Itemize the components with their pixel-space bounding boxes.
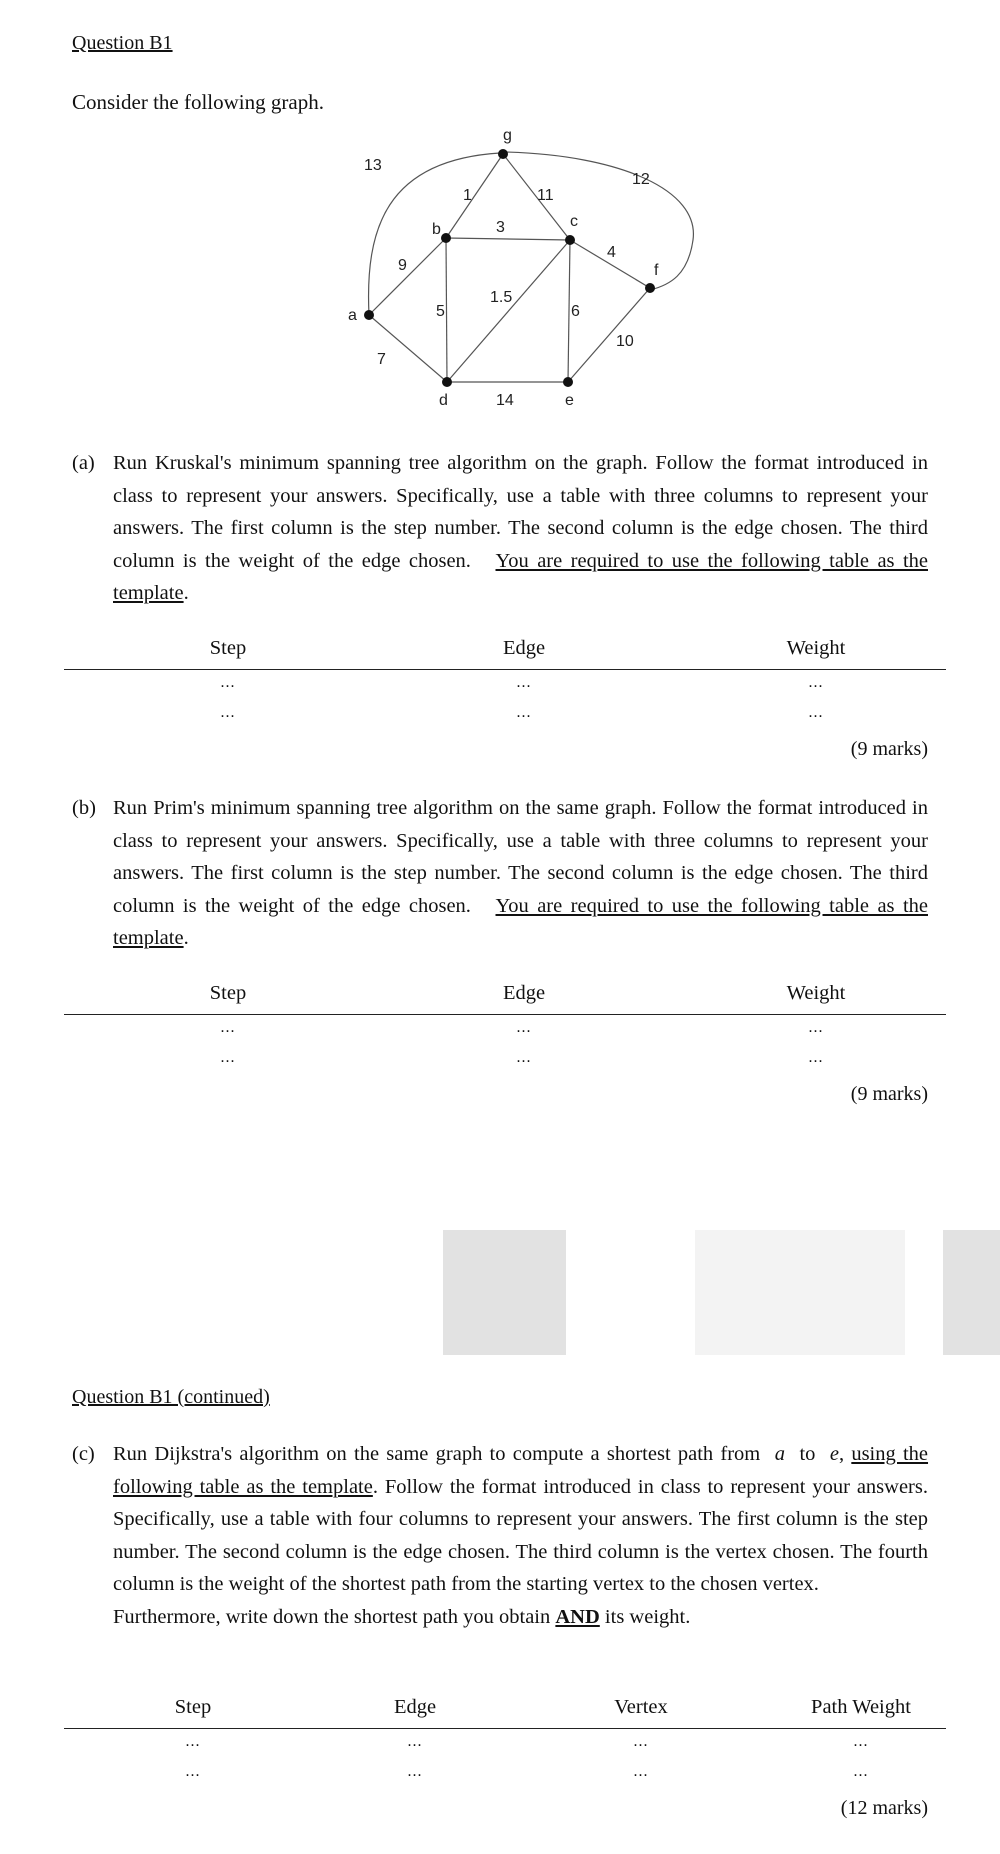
part-c-line2-pre: Furthermore, write down the shortest path you obtain xyxy=(113,1605,551,1628)
graph-figure xyxy=(0,120,1000,420)
cell: ... xyxy=(516,674,532,691)
cell: ... xyxy=(220,1019,236,1036)
cell: ... xyxy=(220,1049,236,1066)
cell: ... xyxy=(220,674,236,691)
weight-b-c: 3 xyxy=(496,219,505,236)
vertex-label-d: d xyxy=(439,392,448,409)
table-row xyxy=(64,1015,946,1045)
vertex-label-b: b xyxy=(432,221,441,238)
weight-a-d: 7 xyxy=(377,351,386,368)
edge-a-b xyxy=(369,238,446,315)
cell: ... xyxy=(407,1763,423,1780)
edge-c-e xyxy=(568,240,570,382)
vertex-label-g: g xyxy=(503,127,512,144)
part-b-label: (b) xyxy=(72,797,96,819)
part-c xyxy=(72,1438,928,1633)
part-b-text xyxy=(113,792,928,955)
edge-a-d xyxy=(369,315,447,382)
vertex-e xyxy=(563,377,573,387)
part-c-table-header xyxy=(64,1694,946,1729)
part-c-comma: , xyxy=(838,1443,845,1465)
edge-b-g xyxy=(446,154,503,238)
edge-c-d xyxy=(447,240,570,382)
cell: ... xyxy=(516,704,532,721)
cell: ... xyxy=(808,1049,824,1066)
scan-light-block xyxy=(695,1230,905,1355)
header-weight: Weight xyxy=(786,637,846,659)
part-b-table-header xyxy=(64,980,946,1015)
weight-c-f: 4 xyxy=(607,244,616,261)
header-weight: Weight xyxy=(786,982,846,1004)
part-c-underlined: using the following table as the template xyxy=(113,1443,929,1498)
vertex-label-c: c xyxy=(570,213,578,230)
part-b-underlined: You are required to use the following table as the template xyxy=(113,894,928,949)
header-step: Step xyxy=(174,1696,212,1718)
edge-b-c xyxy=(446,238,570,240)
part-a-marks: (9 marks) xyxy=(850,738,928,760)
vertex-g xyxy=(498,149,508,159)
header-step: Step xyxy=(209,982,247,1004)
question-title: Question B1 xyxy=(72,32,173,54)
weight-b-g: 1 xyxy=(463,187,472,204)
header-edge: Edge xyxy=(393,1696,437,1718)
table-row xyxy=(64,1045,946,1075)
cell: ... xyxy=(407,1733,423,1750)
part-b-table xyxy=(64,980,946,1075)
header-edge: Edge xyxy=(502,982,546,1004)
cell: ... xyxy=(220,704,236,721)
weight-d-e: 14 xyxy=(496,392,514,409)
graph-svg xyxy=(0,120,1000,420)
header-vertex: Vertex xyxy=(614,1696,668,1718)
table-row xyxy=(64,1729,946,1759)
vertex-label-a: a xyxy=(348,307,357,324)
part-c-to: e xyxy=(829,1443,839,1465)
cell: ... xyxy=(853,1733,869,1750)
part-b-marks: (9 marks) xyxy=(850,1083,928,1105)
vertex-b xyxy=(441,233,451,243)
edge-b-d xyxy=(446,238,447,382)
header-step: Step xyxy=(209,637,247,659)
part-c-marks: (12 marks) xyxy=(840,1797,928,1819)
header-path-weight: Path Weight xyxy=(811,1696,911,1718)
cell: ... xyxy=(633,1763,649,1780)
question-continued-title: Question B1 (continued) xyxy=(72,1386,270,1408)
part-a-underlined: You are required to use the following table as the template xyxy=(113,549,928,604)
part-b-body: Run Prim's minimum spanning tree algorithm on the same graph. Follow the format introduced in class to represent your answers. Specifically, use a table with three columns to represent your answers. The first column is the step number. The second column is the edge chosen. The third column is the weight of the edge chosen. xyxy=(113,797,928,917)
part-c-body-1: Run Dijkstra's algorithm on the same graph to compute a shortest path from xyxy=(113,1443,761,1465)
vertex-label-f: f xyxy=(654,262,659,279)
table-row xyxy=(64,1759,946,1789)
vertex-label-e: e xyxy=(565,392,574,409)
part-b-end: . xyxy=(183,927,189,949)
cell: ... xyxy=(633,1733,649,1750)
cell: ... xyxy=(808,674,824,691)
part-c-and: AND xyxy=(555,1605,600,1628)
part-c-to-word: to xyxy=(799,1443,816,1465)
cell: ... xyxy=(185,1763,201,1780)
edge-e-f xyxy=(568,288,650,382)
weight-g-f: 12 xyxy=(632,171,650,188)
cell: ... xyxy=(853,1763,869,1780)
part-c-table xyxy=(64,1694,946,1789)
part-b xyxy=(72,792,928,955)
weight-c-d: 1.5 xyxy=(490,289,513,306)
vertex-c xyxy=(565,235,575,245)
vertex-f xyxy=(645,283,655,293)
cell: ... xyxy=(808,704,824,721)
scan-gray-block-right xyxy=(943,1230,1000,1355)
vertex-d xyxy=(442,377,452,387)
weight-a-g: 13 xyxy=(364,157,382,174)
part-c-line2-post: its weight. xyxy=(604,1605,691,1628)
part-a-text xyxy=(113,447,928,610)
part-a-end: . xyxy=(183,582,189,604)
part-c-label: (c) xyxy=(72,1443,95,1465)
cell: ... xyxy=(516,1049,532,1066)
weight-g-c: 11 xyxy=(537,187,554,204)
part-a-table-header xyxy=(64,635,946,670)
part-c-from: a xyxy=(774,1443,785,1465)
edge-g-f xyxy=(505,152,693,290)
part-a-label: (a) xyxy=(72,452,95,474)
part-a-body: Run Kruskal's minimum spanning tree algorithm on the graph. Follow the format introduced in class to represent your answers. Specifically, use a table with three columns to represent your answers. The first column is the step number. The second column is the edge chosen. The third column is the weight of the edge chosen. xyxy=(113,452,928,572)
table-row xyxy=(64,670,946,700)
part-c-text xyxy=(113,1438,928,1633)
cell: ... xyxy=(516,1019,532,1036)
scan-gray-block xyxy=(443,1230,566,1355)
part-a xyxy=(72,447,928,610)
cell: ... xyxy=(185,1733,201,1750)
part-c-body-2: . Follow the format introduced in class to represent your answers. Specifically, use a table with four columns to represent your answers. The first column is the step number. The second column is the edge chosen. The third column is the vertex chosen. The fourth column is the weight of the shortest path from the starting vertex to the chosen vertex. xyxy=(113,1475,928,1595)
weight-e-f: 10 xyxy=(616,333,634,350)
weight-c-e: 6 xyxy=(571,303,580,320)
table-row xyxy=(64,700,946,730)
cell: ... xyxy=(808,1019,824,1036)
weight-a-b: 9 xyxy=(398,257,407,274)
weight-b-d: 5 xyxy=(436,303,445,320)
vertex-a xyxy=(364,310,374,320)
header-edge: Edge xyxy=(502,637,546,659)
intro-text: Consider the following graph. xyxy=(72,90,324,114)
part-a-table xyxy=(64,635,946,730)
